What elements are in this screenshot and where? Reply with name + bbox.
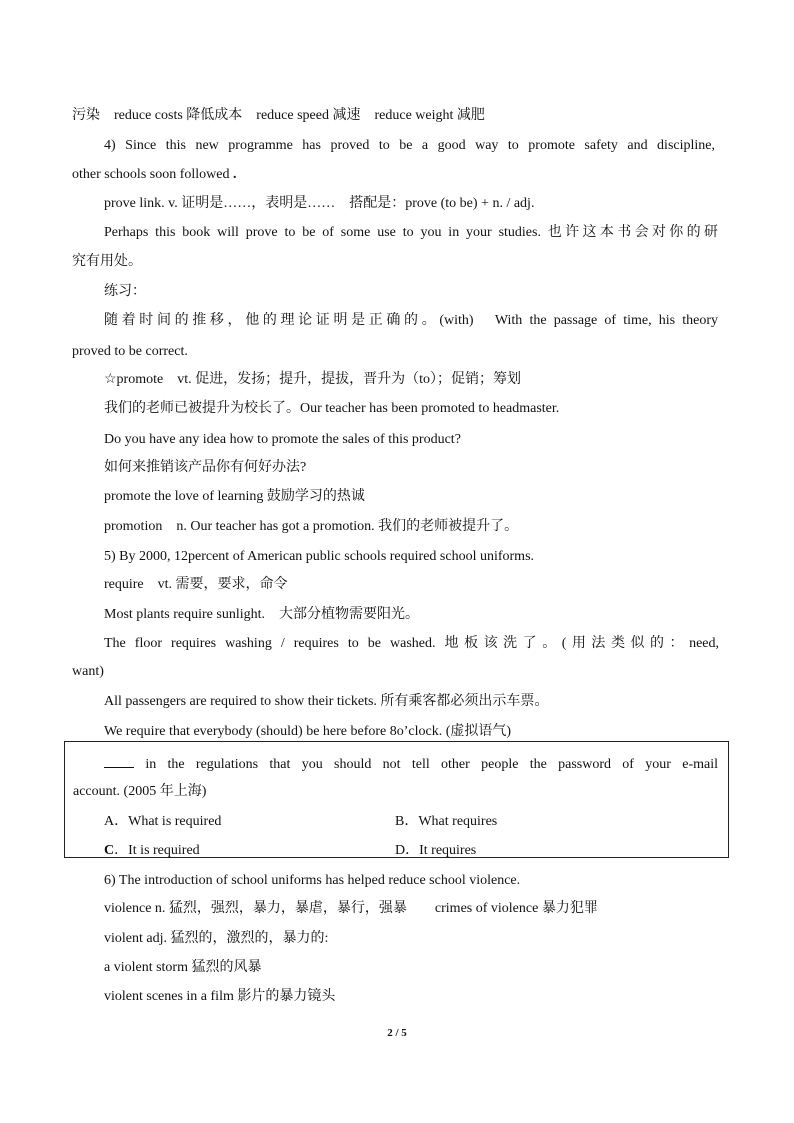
promote-definition: ☆promote vt. 促进，发扬；提升，提拔，晋升为（to）；促销；筹划	[104, 372, 521, 387]
sentence-4-line2: other schools soon followed .	[72, 167, 237, 182]
sentence-4-line1: 4) Since this new programme has proved to be a good way to promote safety and discipline,	[104, 138, 715, 153]
violent-example-1: a violent storm 猛烈的风暴	[104, 960, 262, 975]
promote-phrase: promote the love of learning 鼓励学习的热诚	[104, 489, 365, 504]
practice-heading: 练习：	[104, 284, 146, 299]
violent-definition: violent adj. 猛烈的，激烈的，暴力的:	[104, 931, 329, 946]
exercise-box	[64, 741, 729, 858]
prove-example-line1: Perhaps this book will prove to be of some use to you in your studies. 也许这本书会对你的研	[104, 225, 718, 240]
practice-line1: 随着时间的推移，他的理论证明是正确的。(with) With the passage of time, his theory	[104, 313, 718, 328]
option-a: A．What is required	[104, 814, 222, 829]
option-c	[104, 842, 200, 860]
exercise-stem-text: in the regulations that you should not tell other people the password of your e-mail	[145, 757, 718, 772]
prove-example-line2: 究有用处。	[72, 254, 142, 269]
exercise-stem-line1	[104, 755, 718, 774]
sentence-4-line2-text: other schools soon followed	[72, 167, 230, 182]
page-number: 2 / 5	[387, 1027, 407, 1039]
exercise-stem-line2: account. (2005 年上海)	[73, 784, 207, 799]
promote-example-1: 我们的老师已被提升为校长了。Our teacher has been promoted to headmaster.	[104, 401, 560, 416]
require-example-2-line1: The floor requires washing / requires to be washed. 地板该洗了。(用法类似的：need,	[104, 636, 719, 651]
sentence-5: 5) By 2000, 12percent of American public schools required school uniforms.	[104, 549, 535, 564]
require-example-2-line2: want)	[72, 664, 104, 679]
option-d: D．It requires	[395, 843, 477, 858]
practice-line2: proved to be correct.	[72, 344, 188, 359]
promotion-definition: promotion n. Our teacher has got a promotion. 我们的老师被提升了。	[104, 519, 519, 534]
vocab-line-reduce: 污染 reduce costs 降低成本 reduce speed 减速 reduce weight 减肥	[72, 108, 485, 123]
promote-example-2: Do you have any idea how to promote the sales of this product?	[104, 432, 461, 447]
violence-definition: violence n. 猛烈，强烈，暴力，暴虐，暴行，强暴 crimes of violence 暴力犯罪	[104, 901, 598, 916]
answer-blank	[104, 755, 134, 768]
option-c-text: ．It is required	[114, 843, 200, 858]
promote-example-2-translation: 如何来推销该产品你有何好办法?	[104, 460, 307, 475]
require-example-1: Most plants require sunlight. 大部分植物需要阳光。	[104, 607, 419, 622]
prove-definition: prove link. v. 证明是……，表明是…… 搭配是：prove (to be) + n. / adj.	[104, 196, 535, 211]
violent-example-2: violent scenes in a film 影片的暴力镜头	[104, 989, 336, 1004]
require-definition: require vt. 需要，要求，命令	[104, 577, 288, 592]
sentence-6: 6) The introduction of school uniforms has helped reduce school violence.	[104, 873, 521, 888]
require-example-4: We require that everybody (should) be here before 8o’clock. (虚拟语气)	[104, 724, 512, 739]
require-example-3: All passengers are required to show their tickets. 所有乘客都必须出示车票。	[104, 694, 549, 709]
option-c-letter: C	[104, 843, 115, 858]
option-b: B．What requires	[395, 814, 498, 829]
